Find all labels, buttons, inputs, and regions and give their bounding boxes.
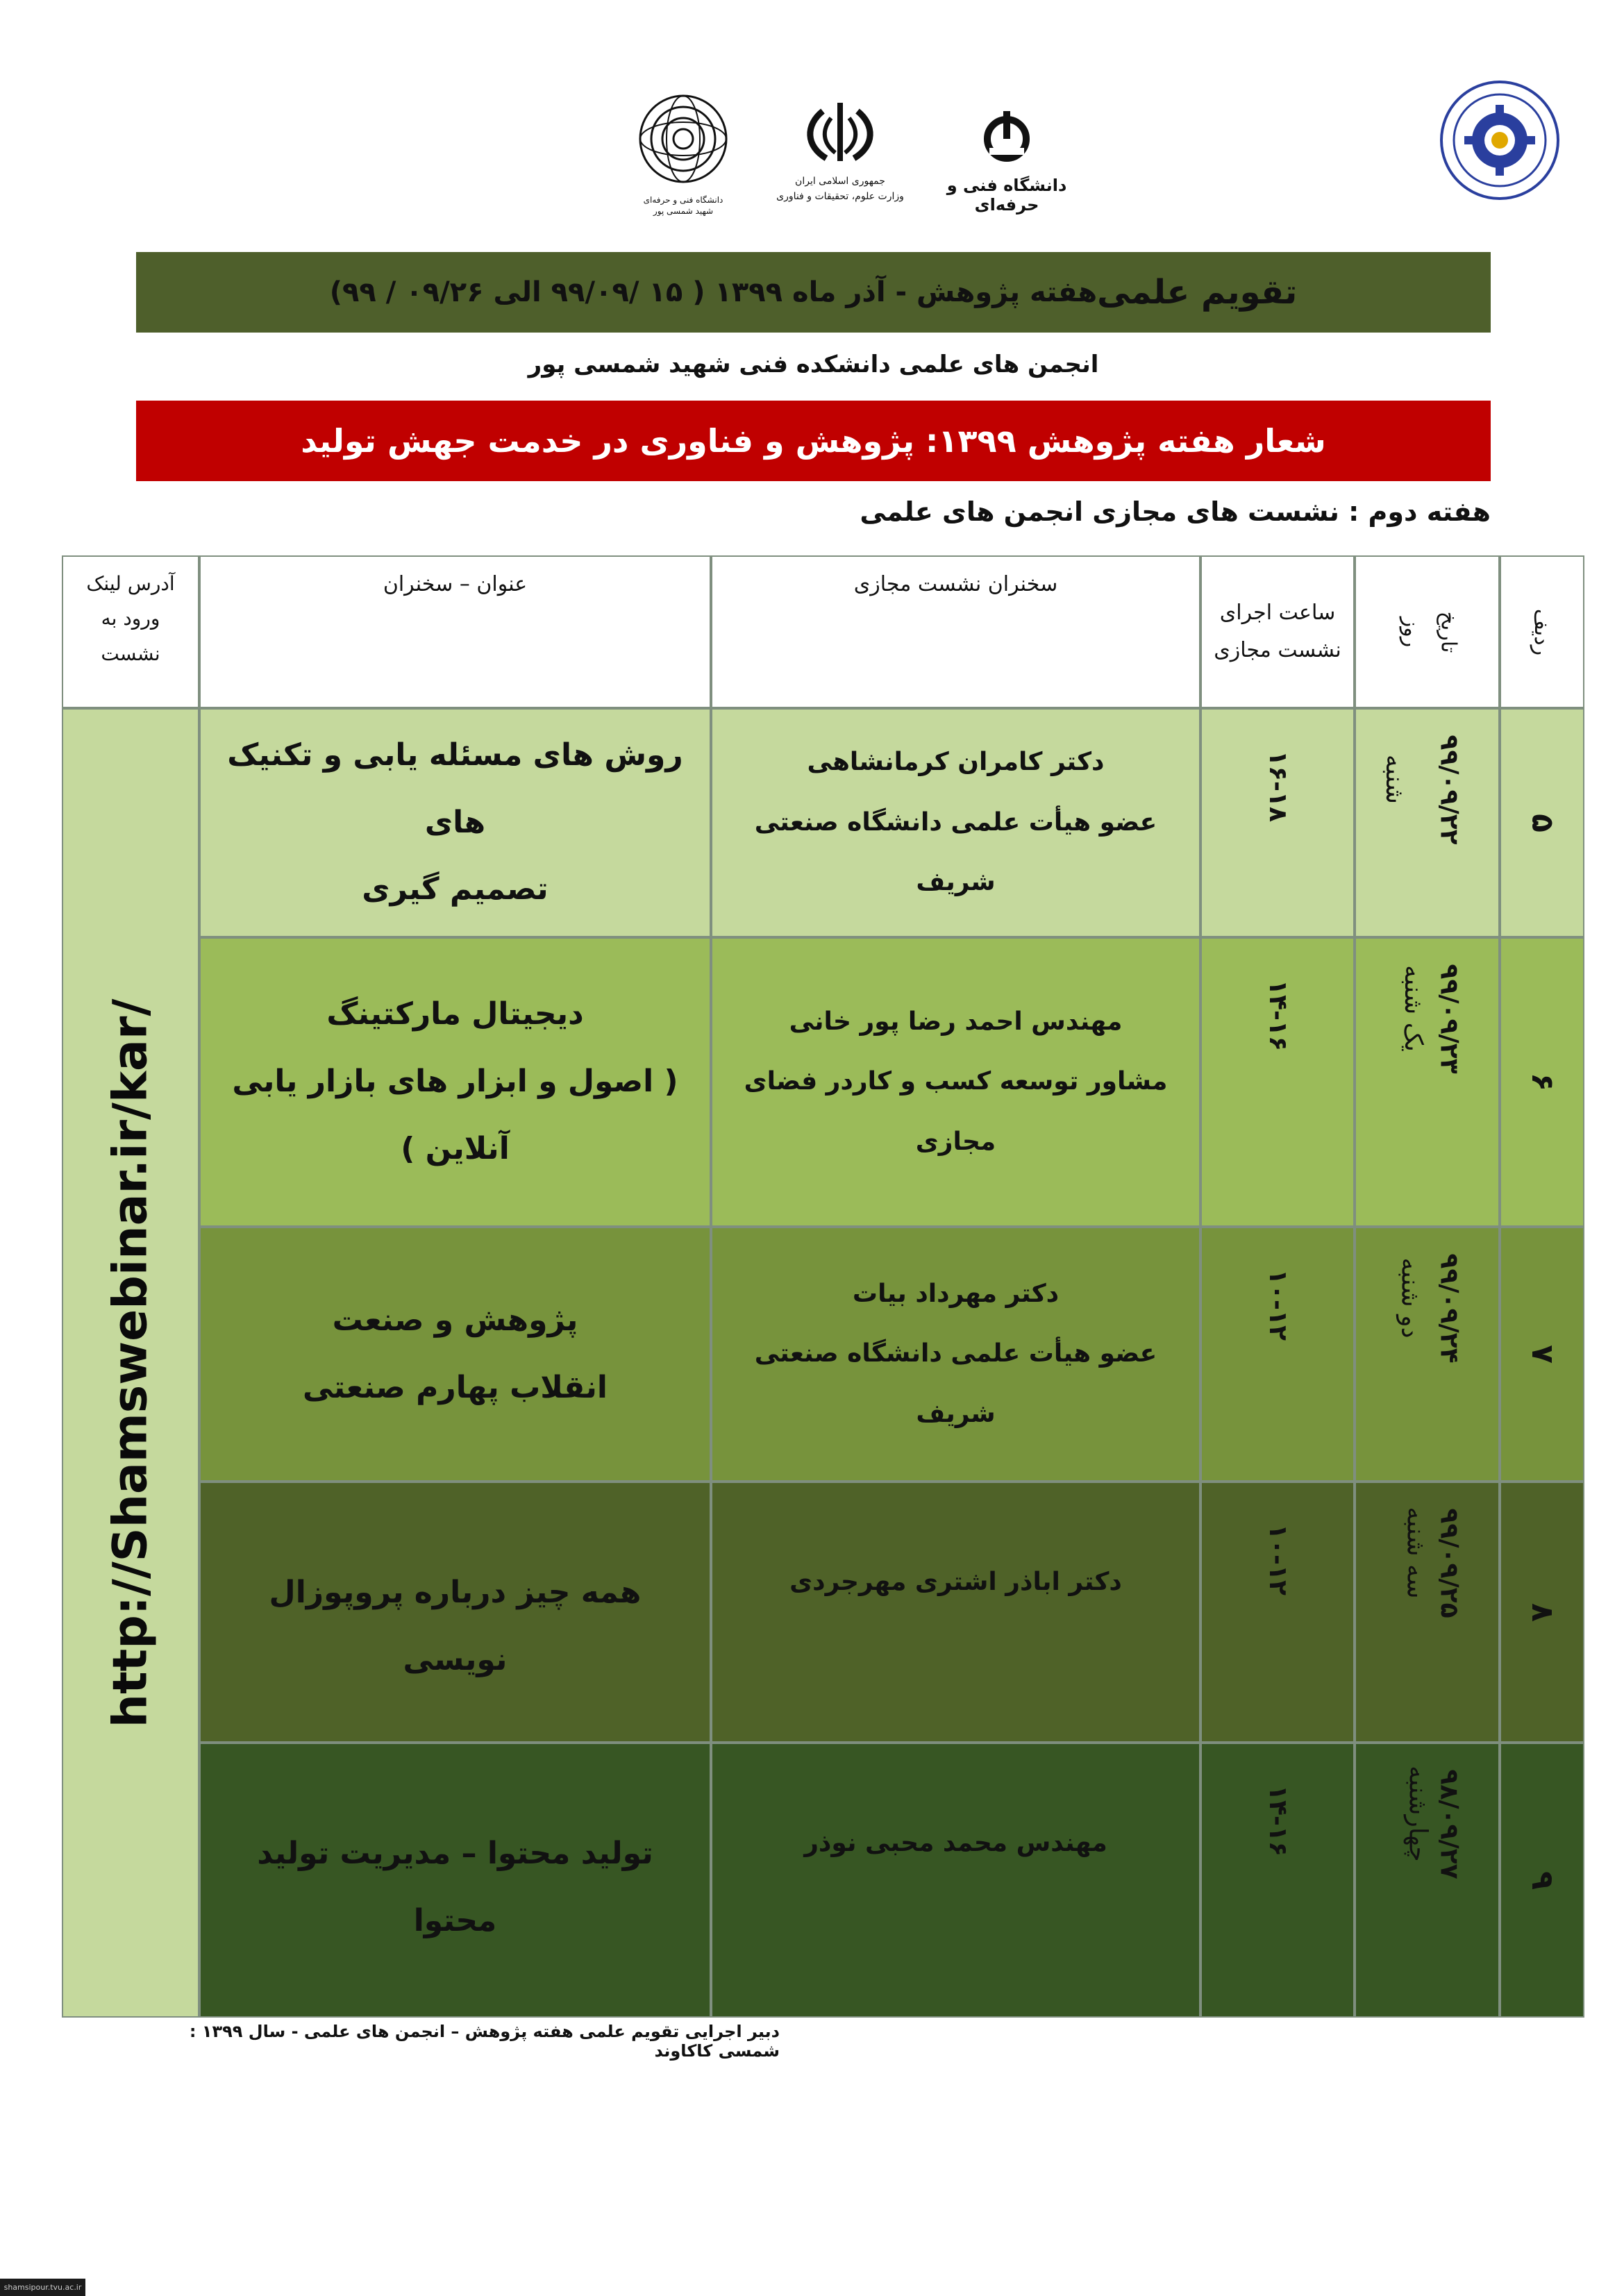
- webinar-link-cell[interactable]: [62, 708, 199, 2018]
- time-cell: [1200, 937, 1355, 1227]
- date-day-cell: [1355, 1227, 1500, 1482]
- topic-cell: [199, 1743, 711, 2018]
- date-day-cell: [1355, 1743, 1500, 2018]
- row-date: ۹۹/۰۹/۲۴: [1434, 1253, 1464, 1364]
- speaker-line: مهندس احمد رضا پور خانی: [789, 1007, 1123, 1036]
- slogan-band: شعار هفته پژوهش ۱۳۹۹: پژوهش و فناوری در خدمت جهش تولید: [136, 401, 1491, 481]
- logo-caption: دانشگاه فنی و حرفه‌ای: [643, 195, 723, 205]
- footer-note: دبیر اجرایی تقویم علمی هفته پژوهش – انجمن های علمی - سال ۱۳۹۹ : شمسی کاکاوند: [189, 2022, 780, 2061]
- speaker-line: عضو هیأت علمی دانشگاه صنعتی شریف: [754, 1339, 1157, 1428]
- association-gear-logo: [1439, 80, 1561, 201]
- speaker-line: عضو هیأت علمی دانشگاه صنعتی شریف: [754, 807, 1157, 897]
- row-number: ۹: [1524, 1870, 1560, 1890]
- row-number-cell: [1500, 1743, 1584, 2018]
- topic-cell: [199, 708, 711, 937]
- time-cell: [1200, 1227, 1355, 1482]
- row-time: ۱۰-۱۲: [1263, 1524, 1292, 1595]
- iran-emblem: [771, 97, 910, 236]
- logo-row: [0, 66, 1624, 219]
- date-day-cell: [1355, 937, 1500, 1227]
- schedule-table: [62, 555, 1584, 2018]
- topic-cell: [199, 1227, 711, 1482]
- logo-caption: شهید شمسی پور: [653, 206, 714, 216]
- speaker-cell: [711, 937, 1200, 1227]
- row-number-cell: [1500, 1482, 1584, 1743]
- row-number-cell: [1500, 708, 1584, 937]
- topic-line: تصمیم گیری: [362, 871, 549, 907]
- calendar-dates: هفته پژوهش - آذر ماه ۱۳۹۹ ( ۱۵ /۹۹/۰۹ الی ۰۹/۲۶ / ۹۹): [329, 276, 1098, 308]
- row-date: ۹۹/۰۹/۲۲: [1434, 735, 1464, 845]
- row-day: چهارشنبه: [1403, 1766, 1432, 1862]
- row-time: ۱۰-۱۲: [1263, 1269, 1292, 1341]
- calendar-title: تقویم علمی: [1097, 273, 1298, 312]
- speaker-line: مهندس محمد محبی نوذر: [804, 1829, 1107, 1857]
- speaker-line: دکتر کامران کرمانشاهی: [807, 748, 1105, 777]
- speaker-cell: [711, 1482, 1200, 1743]
- webinar-link[interactable]: http://Shamswebinar.ir/kar/: [103, 998, 158, 1727]
- logo-caption: وزارت علوم، تحقیقات و فناوری: [776, 191, 904, 202]
- organizer-subtitle: انجمن های علمی دانشکده فنی شهید شمسی پور: [528, 351, 1099, 378]
- topic-cell: [199, 1482, 711, 1743]
- row-time: ۱۴-۱۶: [1263, 1785, 1292, 1857]
- row-time: ۱۴-۱۶: [1263, 980, 1292, 1051]
- row-number-cell: [1500, 937, 1584, 1227]
- time-cell: [1200, 1482, 1355, 1743]
- topic-line: همه چیز درباره پروپوزال نویسی: [269, 1575, 642, 1677]
- row-day: یک شنبه: [1398, 965, 1428, 1052]
- date-day-cell: [1355, 708, 1500, 937]
- row-number-cell: [1500, 1227, 1584, 1482]
- header-topic: عنوان – سخنران: [199, 555, 711, 708]
- shamsipour-logo: [635, 90, 732, 222]
- header-date: تاریخ: [1436, 611, 1461, 653]
- topic-line: انقلاب پهارم صنعتی: [303, 1369, 608, 1405]
- calendar-title-band: [136, 252, 1491, 333]
- time-cell: [1200, 708, 1355, 937]
- topic-line: تولید محتوا – مدیریت تولید محتوا: [257, 1836, 653, 1938]
- header-date-day: [1355, 555, 1500, 708]
- speaker-line: دکتر مهرداد بیات: [852, 1279, 1060, 1308]
- row-date: ۹۹/۰۹/۲۳: [1434, 964, 1464, 1074]
- topic-line: پژوهش و صنعت: [332, 1302, 578, 1338]
- row-day: دو شنبه: [1396, 1257, 1425, 1339]
- header-day: روز: [1399, 617, 1424, 647]
- header-link: آدرس لینک ورود به نشست: [62, 555, 199, 708]
- row-number: ۸: [1524, 1602, 1560, 1622]
- row-time: ۱۶-۱۸: [1263, 751, 1292, 822]
- topic-line: روش های مسئله یابی و تکنیک های: [227, 737, 683, 840]
- topic-line: دیجیتال مارکتینگ: [326, 996, 584, 1032]
- speaker-cell: [711, 1227, 1200, 1482]
- header-speaker: سخنران نشست مجازی: [711, 555, 1200, 708]
- row-number: ۶: [1524, 1073, 1560, 1091]
- topic-cell: [199, 937, 711, 1227]
- speaker-line: مشاور توسعه کسب و کاردر فضای: [744, 1067, 1168, 1096]
- header-time: ساعت اجرای نشست مجازی: [1200, 555, 1355, 708]
- row-day: سه شنبه: [1401, 1507, 1430, 1599]
- week-heading: هفته دوم : نشست های مجازی انجمن های علمی: [860, 496, 1491, 527]
- speaker-cell: [711, 708, 1200, 937]
- logo-caption: جمهوری اسلامی ایران: [795, 176, 885, 187]
- time-cell: [1200, 1743, 1355, 2018]
- row-date: ۹۹/۰۹/۲۵: [1434, 1508, 1464, 1618]
- header-row-number: ردیف: [1500, 555, 1584, 708]
- logo-caption: دانشگاه فنی و حرفه‌ای: [946, 176, 1067, 215]
- row-date: ۹۸/۰۹/۲۷: [1434, 1769, 1464, 1879]
- row-number: ۷: [1524, 1345, 1560, 1364]
- row-day: شنبه: [1380, 754, 1409, 805]
- topic-line: ( اصول و ابزار های بازار یابی آنلاین ): [232, 1064, 678, 1166]
- site-watermark: shamsipour.tvu.ac.ir: [0, 2279, 85, 2296]
- date-day-cell: [1355, 1482, 1500, 1743]
- speaker-line: مجازی: [915, 1127, 996, 1156]
- speaker-line: دکتر اباذر اشتری مهرجردی: [789, 1568, 1122, 1596]
- tvu-logo: [930, 108, 1083, 226]
- speaker-cell: [711, 1743, 1200, 2018]
- row-number: ۵: [1524, 813, 1560, 832]
